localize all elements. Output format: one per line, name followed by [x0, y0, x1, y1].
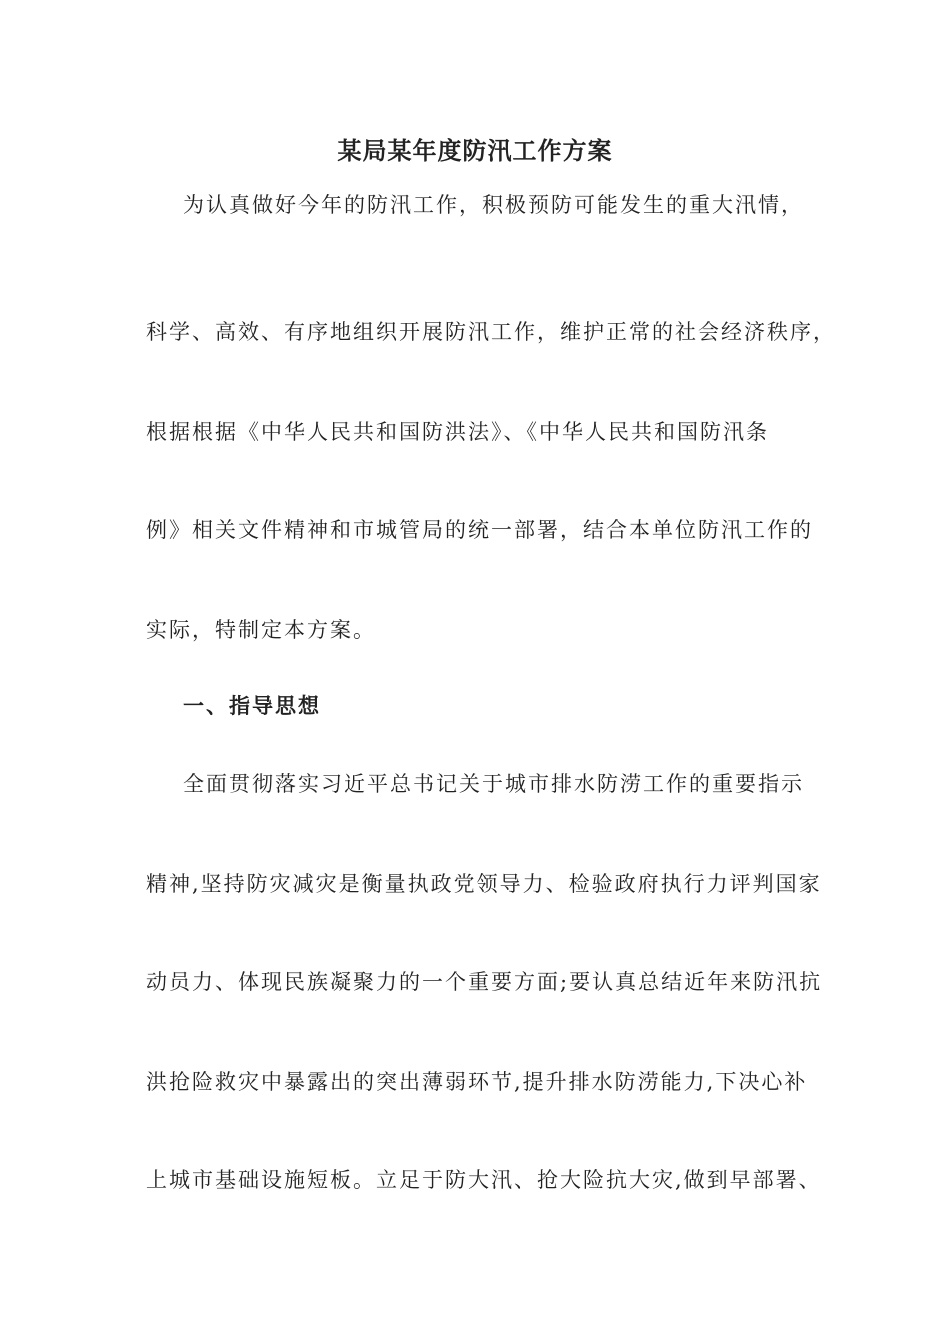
paragraph-line: 科学、高效、有序地组织开展防汛工作，维护正常的社会经济秩序， [146, 320, 836, 344]
paragraph-line: 为认真做好今年的防汛工作，积极预防可能发生的重大汛情， [183, 193, 804, 217]
paragraph-line: 精神,坚持防灾减灾是衡量执政党领导力、检验政府执行力评判国家 [146, 872, 822, 896]
paragraph-line: 实际，特制定本方案。 [146, 618, 376, 642]
paragraph-line: 上城市基础设施短板。立足于防大汛、抢大险抗大灾,做到早部署、 [146, 1168, 822, 1192]
paragraph-line: 全面贯彻落实习近平总书记关于城市排水防涝工作的重要指示 [183, 772, 804, 796]
paragraph-line: 根据根据《中华人民共和国防洪法》、《中华人民共和国防汛条 [146, 420, 769, 444]
section-heading: 一、指导思想 [183, 693, 321, 718]
paragraph-line: 动员力、体现民族凝聚力的一个重要方面;要认真总结近年来防汛抗 [146, 970, 823, 994]
paragraph-line: 例》相关文件精神和市城管局的统一部署，结合本单位防汛工作的 [146, 518, 813, 542]
document-title: 某局某年度防汛工作方案 [337, 136, 613, 165]
paragraph-line: 洪抢险救灾中暴露出的突出薄弱环节,提升排水防涝能力,下决心补 [146, 1070, 808, 1094]
